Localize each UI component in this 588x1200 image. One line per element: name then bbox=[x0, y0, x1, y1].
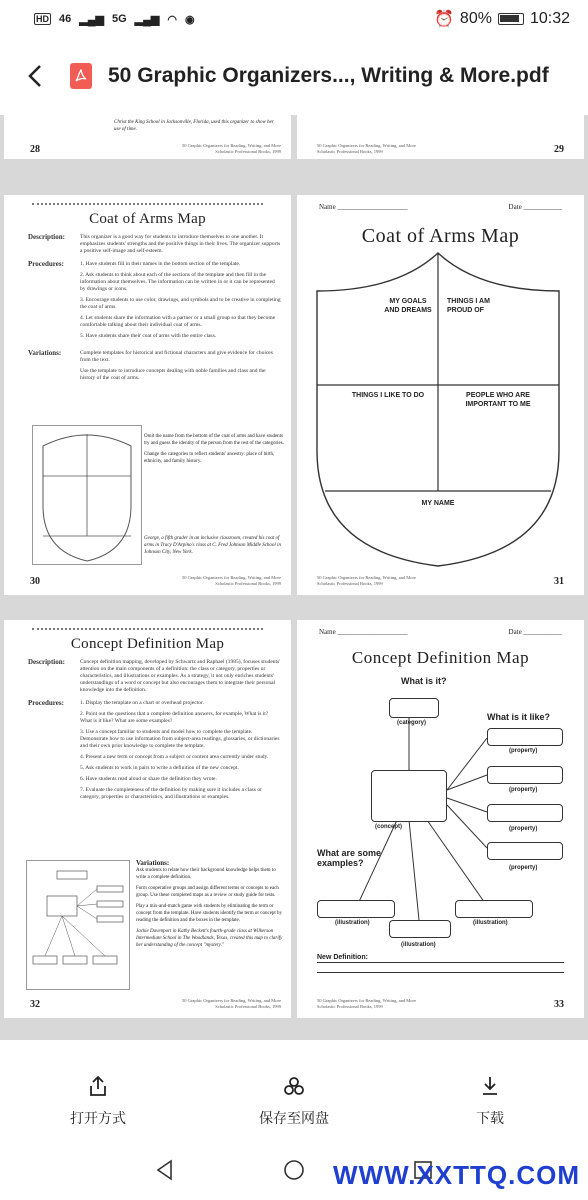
question-what: What is it? bbox=[401, 676, 447, 686]
battery-percent: 80% bbox=[459, 10, 492, 27]
back-button[interactable] bbox=[0, 64, 70, 88]
page-33 bbox=[297, 620, 584, 1018]
signal-46: 46 bbox=[59, 13, 72, 25]
cell-goals: MY GOALS AND DREAMS bbox=[384, 298, 432, 314]
download-icon bbox=[478, 1074, 502, 1098]
question-examples: What are some examples? bbox=[317, 848, 382, 868]
nav-back-icon[interactable] bbox=[153, 1158, 177, 1182]
pdf-file-icon bbox=[70, 63, 92, 89]
pdf-viewer[interactable] bbox=[0, 115, 588, 1040]
watermark: WWW.XXTTQ.COM bbox=[333, 1160, 580, 1190]
document-title: 50 Graphic Organizers..., Writing & More.pdf bbox=[108, 64, 549, 87]
page-number-32: 32 bbox=[30, 999, 40, 1010]
student-sample-image bbox=[32, 425, 142, 565]
download-button[interactable] bbox=[392, 1060, 588, 1140]
alarm-icon: ⏰ bbox=[434, 11, 454, 28]
page-30-caption: George, a fifth grader in an inclusive classroom, created his coat of arms in Tracy D'Arpino's class at C. Fred Johnson Middle School in Johnson City, New York. bbox=[144, 536, 281, 555]
description-section: Description: Concept definition mapping, developed by Schwartz and Raphael (1985), focuses students' attention on the main components of a definition: the class or category, properties or characteristics, and illustrations or examples. As a strategy, it not only enriches students' understandings of a word or concept but also encourages them to integrate their personal knowledge into the definition. bbox=[28, 658, 281, 693]
page-30 bbox=[4, 195, 291, 595]
property-label-1: (property) bbox=[509, 748, 538, 754]
property-box-2 bbox=[487, 766, 563, 784]
acrobat-icon bbox=[74, 69, 88, 83]
property-label-3: (property) bbox=[509, 826, 538, 832]
procedures-section: Procedures: 1. Display the template on a chart or overhead projector. 2. Point out the questions that a complete definition answers, for example, What is it? What is it like? What are some examples? 3. Use a concept familiar to students and model how to complete the template. Demonstrate how to use information from subject-area readings, glossaries, or dictionaries and their own prior knowledge to complete the template. 4. Present a new term or concept from a subject or content area currently under study. 5. Ask students to work in pairs to write a definition of the new concept. 6. Have students read aloud or share the definition they wrote. 7. Evaluate the completeness of the definition by making sure it includes a class or category, properties or characteristics, and illustrations or examples. bbox=[28, 699, 280, 800]
concept-label: (concept) bbox=[375, 824, 402, 830]
status-right bbox=[434, 9, 570, 29]
coat-of-arms-shield bbox=[297, 251, 579, 571]
concept-map-sketch-icon bbox=[27, 861, 129, 989]
illustration-label-2: (illustration) bbox=[473, 920, 508, 926]
page-spread-28-29 bbox=[0, 115, 588, 159]
page-30-footer: 50 Graphic Organizers for Reading, Writing, and More Scholastic Professional Books, 1999 bbox=[182, 575, 281, 586]
category-label: (category) bbox=[397, 720, 427, 726]
nav-home-icon[interactable] bbox=[282, 1158, 306, 1182]
download-label: 下载 bbox=[476, 1110, 504, 1126]
hd-badge: HD bbox=[36, 14, 49, 24]
name-date-line: Name ____________________ Date ___________ bbox=[319, 203, 562, 211]
status-left bbox=[34, 13, 195, 26]
procedures-section: Procedures: 1. Have students fill in their names in the bottom section of the template. 2. Ask students to think about each of the sections of the template and then fill in the information about themselves. The information can be written in or it can be represented by drawings or icons. 3. Encourage students to use color, drawings, and symbols and to be creative in completing the coat of arms. 4. Let students share the information with a partner or a small group so that they become comfortable talking about their individual coat of arms. 5. Have students share their coat of arms with the entire class. bbox=[28, 260, 281, 339]
definition-line-2 bbox=[317, 972, 564, 973]
save-to-cloud-button[interactable] bbox=[196, 1060, 392, 1140]
page-spread-30-31 bbox=[0, 195, 588, 595]
clock: 10:32 bbox=[529, 10, 570, 27]
page-28-footer: 50 Graphic Organizers for Reading, Writing, and More Scholastic Professional Books, 1999 bbox=[182, 143, 281, 154]
cloud-drive-icon bbox=[282, 1074, 306, 1098]
cell-people: PEOPLE WHO ARE IMPORTANT TO ME bbox=[465, 392, 531, 408]
title-rule bbox=[32, 628, 263, 634]
student-sample-image bbox=[26, 860, 130, 990]
page-number-29: 29 bbox=[554, 144, 564, 155]
cell-proud: THINGS I AM PROUD OF bbox=[447, 298, 490, 314]
open-with-button[interactable] bbox=[0, 1060, 196, 1140]
page-number-33: 33 bbox=[554, 999, 564, 1010]
illustration-box-2 bbox=[455, 900, 533, 918]
page-33-footer: 50 Graphic Organizers for Reading, Writing, and More Scholastic Professional Books, 1999 bbox=[317, 998, 416, 1009]
property-box-3 bbox=[487, 804, 563, 822]
name-date-line: Name ____________________ Date ___________ bbox=[319, 628, 562, 636]
description-section: Description: This organizer is a good way for students to introduce themselves to one another. It emphasizes students' strengths and the positive things in their lives. The organizer supports a positive self-image and self-esteem. bbox=[28, 233, 281, 254]
illustration-label-1: (illustration) bbox=[335, 920, 370, 926]
page-28-caption: Christ the King School in Jacksonville, Florida, used this organizer to show her use of time. bbox=[114, 120, 274, 132]
page-32 bbox=[4, 620, 291, 1018]
status-bar bbox=[0, 0, 588, 38]
page-32-title: Concept Definition Map bbox=[70, 636, 225, 652]
signal-icon-2: ▂▄▆ bbox=[134, 13, 160, 26]
page-28 bbox=[4, 115, 291, 159]
cell-name: MY NAME bbox=[421, 500, 455, 507]
question-like: What is it like? bbox=[487, 712, 551, 722]
page-number-28: 28 bbox=[30, 144, 40, 155]
coat-of-arms-sketch-icon bbox=[33, 426, 141, 564]
page-29 bbox=[297, 115, 584, 159]
share-icon bbox=[86, 1074, 110, 1098]
property-box-1 bbox=[487, 728, 563, 746]
concept-box bbox=[371, 770, 447, 822]
new-definition-line: New Definition: bbox=[317, 954, 564, 963]
page-30-title: Coat of Arms Map bbox=[89, 211, 206, 227]
page-31 bbox=[297, 195, 584, 595]
illustration-box-3 bbox=[389, 920, 451, 938]
page-number-30: 30 bbox=[30, 576, 40, 587]
eye-icon: ◉ bbox=[184, 13, 195, 26]
open-with-label: 打开方式 bbox=[70, 1110, 126, 1126]
page-31-footer: 50 Graphic Organizers for Reading, Writing, and More Scholastic Professional Books, 1999 bbox=[317, 575, 416, 586]
battery-icon bbox=[498, 13, 524, 25]
page-32-footer: 50 Graphic Organizers for Reading, Writing, and More Scholastic Professional Books, 1999 bbox=[182, 998, 281, 1009]
title-rule bbox=[32, 203, 263, 209]
page-spread-32-33 bbox=[0, 620, 588, 1018]
category-box bbox=[389, 698, 439, 718]
signal-icon: ▂▄▆ bbox=[79, 13, 104, 26]
property-label-4: (property) bbox=[509, 865, 538, 871]
illustration-box-1 bbox=[317, 900, 395, 918]
page-31-title: Coat of Arms Map bbox=[361, 225, 520, 247]
property-label-2: (property) bbox=[509, 787, 538, 793]
page-29-footer: 50 Graphic Organizers for Reading, Writing, and More Scholastic Professional Books, 1999 bbox=[317, 143, 416, 154]
wifi-icon: ◠ bbox=[167, 13, 177, 26]
variations-section-2: Variations: Ask students to relate how their background knowledge helps them to write a complete definition. Form cooperative groups and assign different terms or concepts to each group. Use these completed maps as a review or study guide for tests. Play a mix-and-match game with students by eliminating the term or concept from the template. Have students identify the term or concept by reading the definition and the boxes in the template. Jackie Davenport in Kathy Beckett's fourth-grade class at Wilkerson Intermediate School in The Woodlands, Texas, created this map to clarify her understanding of the concept "mystery." bbox=[136, 859, 283, 948]
cell-like: THINGS I LIKE TO DO bbox=[351, 392, 425, 399]
chevron-left-icon bbox=[27, 64, 43, 88]
bottom-action-bar bbox=[0, 1060, 588, 1140]
variations-section: Variations: Complete templates for historical and fictional characters and give evidence for choices from the text. Use the template to introduce concepts dealing with noble families and class and the history of the coat of arms. bbox=[28, 349, 273, 381]
property-box-4 bbox=[487, 842, 563, 860]
page-number-31: 31 bbox=[554, 576, 564, 587]
signal-5g: 5G bbox=[111, 13, 127, 25]
page-33-title: Concept Definition Map bbox=[351, 648, 530, 667]
save-to-cloud-label: 保存至网盘 bbox=[259, 1110, 329, 1126]
illustration-label-3: (illustration) bbox=[401, 942, 436, 948]
variations-continued: Omit the name from the bottom of the coat of arms and have students try and guess the identity of the person from the rest of the categories. Change the categories to reflect students' ancestry: place of birth, ethnicity, and family history. bbox=[144, 434, 284, 464]
title-bar bbox=[0, 45, 588, 107]
